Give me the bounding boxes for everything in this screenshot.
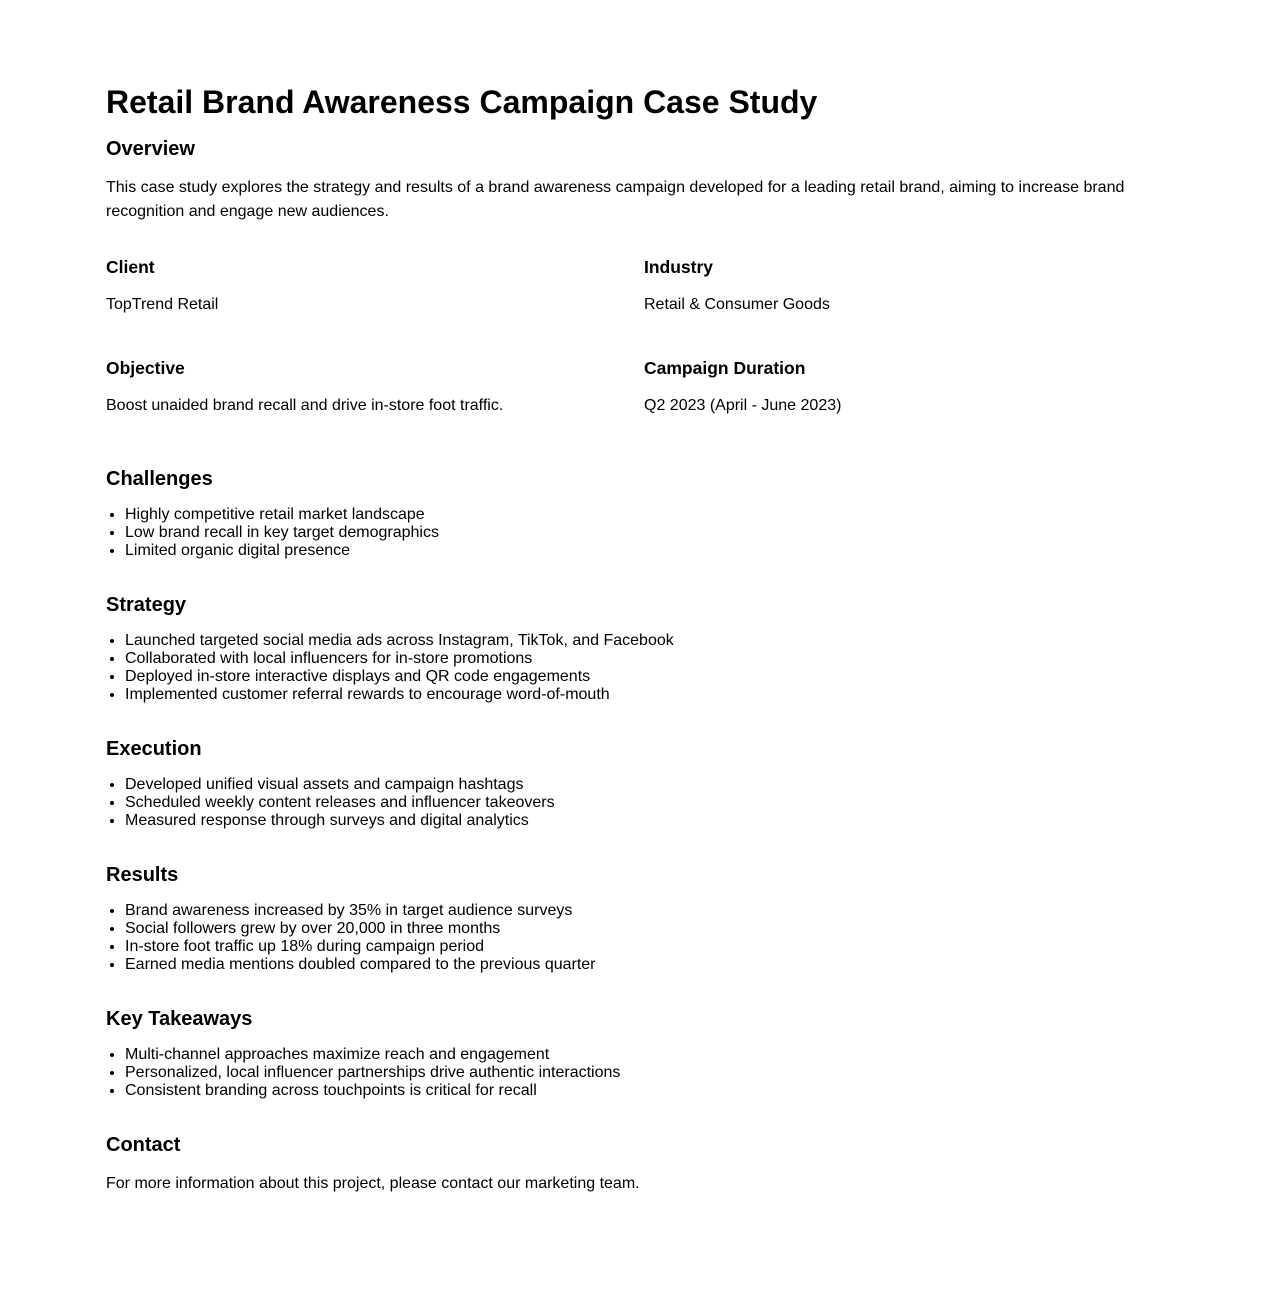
detail-objective: [106, 357, 644, 417]
strategy-list: [106, 632, 1182, 704]
contact-text: For more information about this project, please contact our marketing team.: [106, 1175, 640, 1192]
list-item: • Measured response through surveys and digital analytics: [125, 812, 1182, 830]
list-item: • Social followers grew by over 20,000 in three months: [125, 920, 1182, 938]
results-list: [106, 902, 1182, 974]
detail-value: Retail & Consumer Goods: [644, 296, 830, 313]
detail-label: Client: [106, 257, 155, 277]
list-item: • Scheduled weekly content releases and influencer takeovers: [125, 794, 1182, 812]
list-item: • Low brand recall in key target demographics: [125, 524, 1182, 542]
overview-heading: Overview: [106, 138, 195, 160]
case-study-document: [106, 83, 1182, 1196]
results-heading: Results: [106, 864, 179, 886]
list-item: • Developed unified visual assets and campaign hashtags: [125, 776, 1182, 794]
detail-value: TopTrend Retail: [106, 296, 219, 313]
list-item: • Personalized, local influencer partnerships drive authentic interactions: [125, 1064, 1182, 1082]
detail-label: Campaign Duration: [644, 358, 806, 378]
list-item: • Implemented customer referral rewards to encourage word-of-mouth: [125, 686, 1182, 704]
detail-duration: [644, 357, 1182, 417]
list-item: • Collaborated with local influencers for in-store promotions: [125, 650, 1182, 668]
challenges-heading: Challenges: [106, 468, 213, 490]
list-item: • Limited organic digital presence: [125, 542, 1182, 560]
list-item: • Highly competitive retail market landscape: [125, 506, 1182, 524]
key-takeaways-heading: Key Takeaways: [106, 1008, 253, 1030]
list-item: • Launched targeted social media ads across Instagram, TikTok, and Facebook: [125, 632, 1182, 650]
list-item: • Earned media mentions doubled compared to the previous quarter: [125, 956, 1182, 974]
list-item: • Deployed in-store interactive displays and QR code engagements: [125, 668, 1182, 686]
strategy-heading: Strategy: [106, 594, 187, 616]
detail-value: Boost unaided brand recall and drive in-store foot traffic.: [106, 397, 504, 414]
detail-industry: [644, 256, 1182, 316]
overview-text: This case study explores the strategy and results of a brand awareness campaign developed for a leading retail brand, aiming to increase brand recognition and engage new audiences.: [106, 179, 1125, 220]
detail-client: [106, 256, 644, 316]
detail-label: Industry: [644, 257, 714, 277]
contact-heading: Contact: [106, 1134, 181, 1156]
challenges-list: [106, 506, 1182, 560]
list-item: • Consistent branding across touchpoints is critical for recall: [125, 1082, 1182, 1100]
detail-label: Objective: [106, 358, 185, 378]
key-takeaways-list: [106, 1046, 1182, 1100]
detail-value: Q2 2023 (April - June 2023): [644, 397, 842, 414]
list-item: • Multi-channel approaches maximize reach and engagement: [125, 1046, 1182, 1064]
execution-list: [106, 776, 1182, 830]
list-item: • In-store foot traffic up 18% during campaign period: [125, 938, 1182, 956]
page-title: Retail Brand Awareness Campaign Case Study: [106, 84, 818, 120]
project-details: [106, 256, 1182, 417]
execution-heading: Execution: [106, 738, 202, 760]
list-item: • Brand awareness increased by 35% in target audience surveys: [125, 902, 1182, 920]
